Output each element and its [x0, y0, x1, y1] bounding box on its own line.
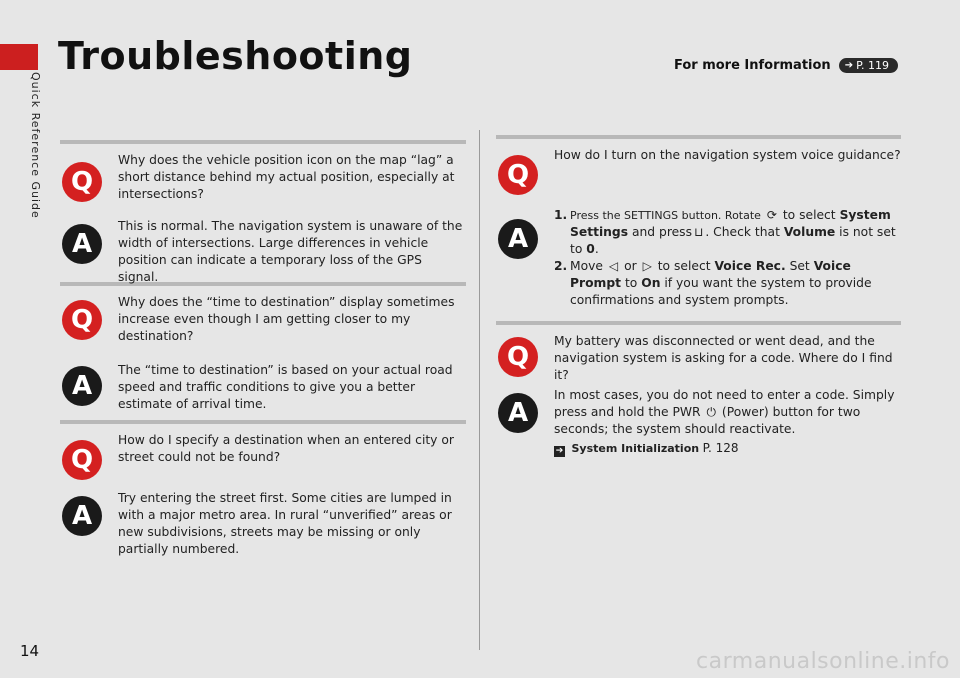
reference-arrow-icon: ➔ [844, 60, 854, 71]
step-text: to [624, 276, 638, 290]
question-row [60, 152, 466, 210]
page-reference-pill[interactable] [839, 58, 898, 73]
more-info-text: For more Information [673, 58, 831, 73]
step-text: Set [789, 259, 810, 273]
step-number: 2. [554, 259, 568, 273]
move-right-icon: ▷ [642, 259, 652, 273]
xref-arrow-icon: ➔ [555, 446, 564, 456]
setting-name: Voice Prompt [570, 259, 851, 290]
step-text: and press [631, 225, 692, 239]
answer-text-part: In most cases, you do not need to enter a code. Simply press and hold the PWR [554, 388, 895, 419]
rotate-knob-icon: ⟳ [766, 208, 777, 222]
step-text: or [624, 259, 637, 273]
right-column [496, 135, 901, 467]
step-text: if you want the system to provide confirmations and system prompts. [570, 276, 872, 307]
section-separator [60, 140, 466, 144]
question-row [496, 147, 901, 201]
answer-row [496, 387, 901, 467]
section-label: Quick Reference Guide [29, 72, 42, 219]
left-column [60, 140, 466, 568]
cross-reference[interactable] [554, 440, 901, 457]
step-text: is not set to [570, 225, 896, 256]
question-text: How do I specify a destination when an entered city or street could not be found? [118, 433, 454, 464]
question-row [60, 294, 466, 352]
answer-text: Try entering the street first. Some cities are lumped in with a major metro area. In rural “unverified” areas or new subdivisions, streets may be missing or only partially numbered. [118, 491, 452, 556]
step-2 [554, 258, 901, 309]
question-badge: Q [62, 162, 102, 202]
step-1 [554, 207, 901, 258]
question-text: How do I turn on the navigation system voice guidance? [554, 148, 901, 162]
question-row [60, 432, 466, 490]
setting-value: On [641, 276, 661, 290]
step-number: 1. [554, 208, 568, 222]
watermark: carmanualsonline.info [696, 649, 950, 674]
question-badge: Q [62, 300, 102, 340]
answer-badge: A [498, 219, 538, 259]
answer-row [60, 490, 466, 568]
reference-page: P. 119 [856, 59, 889, 72]
answer-row [60, 362, 466, 420]
answer-text [554, 387, 901, 457]
answer-badge: A [62, 224, 102, 264]
page-title: Troubleshooting [58, 34, 413, 78]
question-text: Why does the “time to destination” display sometimes increase even though I am getting closer to my destination? [118, 295, 455, 343]
column-divider [479, 130, 480, 650]
question-row [496, 333, 901, 387]
section-separator [60, 420, 466, 424]
answer-row [60, 218, 466, 282]
question-badge: Q [498, 337, 538, 377]
answer-badge: A [62, 496, 102, 536]
step-text: . Check that [705, 225, 780, 239]
question-text: My battery was disconnected or went dead, and the navigation system is asking for a code. Where do I find it? [554, 334, 893, 382]
section-tab [0, 44, 38, 70]
setting-name: Voice Rec. [714, 259, 786, 273]
step-text: to select [782, 208, 836, 222]
move-left-icon: ◁ [608, 259, 619, 273]
answer-row [496, 207, 901, 313]
answer-text: The “time to destination” is based on your actual road speed and traffic conditions to give you a better estimate of arrival time. [118, 363, 453, 411]
answer-text-part: (Power) button for two seconds; the system should reactivate. [554, 405, 861, 436]
answer-badge: A [498, 393, 538, 433]
answer-steps [554, 207, 901, 309]
step-text: Press the SETTINGS button. Rotate [570, 209, 761, 222]
question-badge: Q [62, 440, 102, 480]
xref-label: System Initialization [571, 442, 700, 455]
setting-value: 0 [586, 242, 595, 256]
xref-page: P. 128 [702, 441, 739, 455]
power-icon: ⏻ [706, 405, 716, 419]
section-separator [496, 321, 901, 325]
menu-name: System Settings [570, 208, 891, 239]
question-text: Why does the vehicle position icon on the map “lag” a short distance behind my actual position, especially at intersections? [118, 153, 455, 201]
more-info-link[interactable] [674, 58, 898, 73]
step-text: . [594, 242, 599, 256]
answer-text: This is normal. The navigation system is unaware of the width of intersections. Large differences in vehicle position can indicate a temporary loss of the GPS signal. [118, 219, 463, 284]
section-separator [496, 135, 901, 139]
answer-badge: A [62, 366, 102, 406]
page-number: 14 [20, 642, 40, 660]
step-text: Move [570, 259, 603, 273]
press-knob-icon: ⊔ [693, 225, 704, 239]
setting-name: Volume [783, 225, 836, 239]
question-badge: Q [498, 155, 538, 195]
step-text: to select [657, 259, 711, 273]
